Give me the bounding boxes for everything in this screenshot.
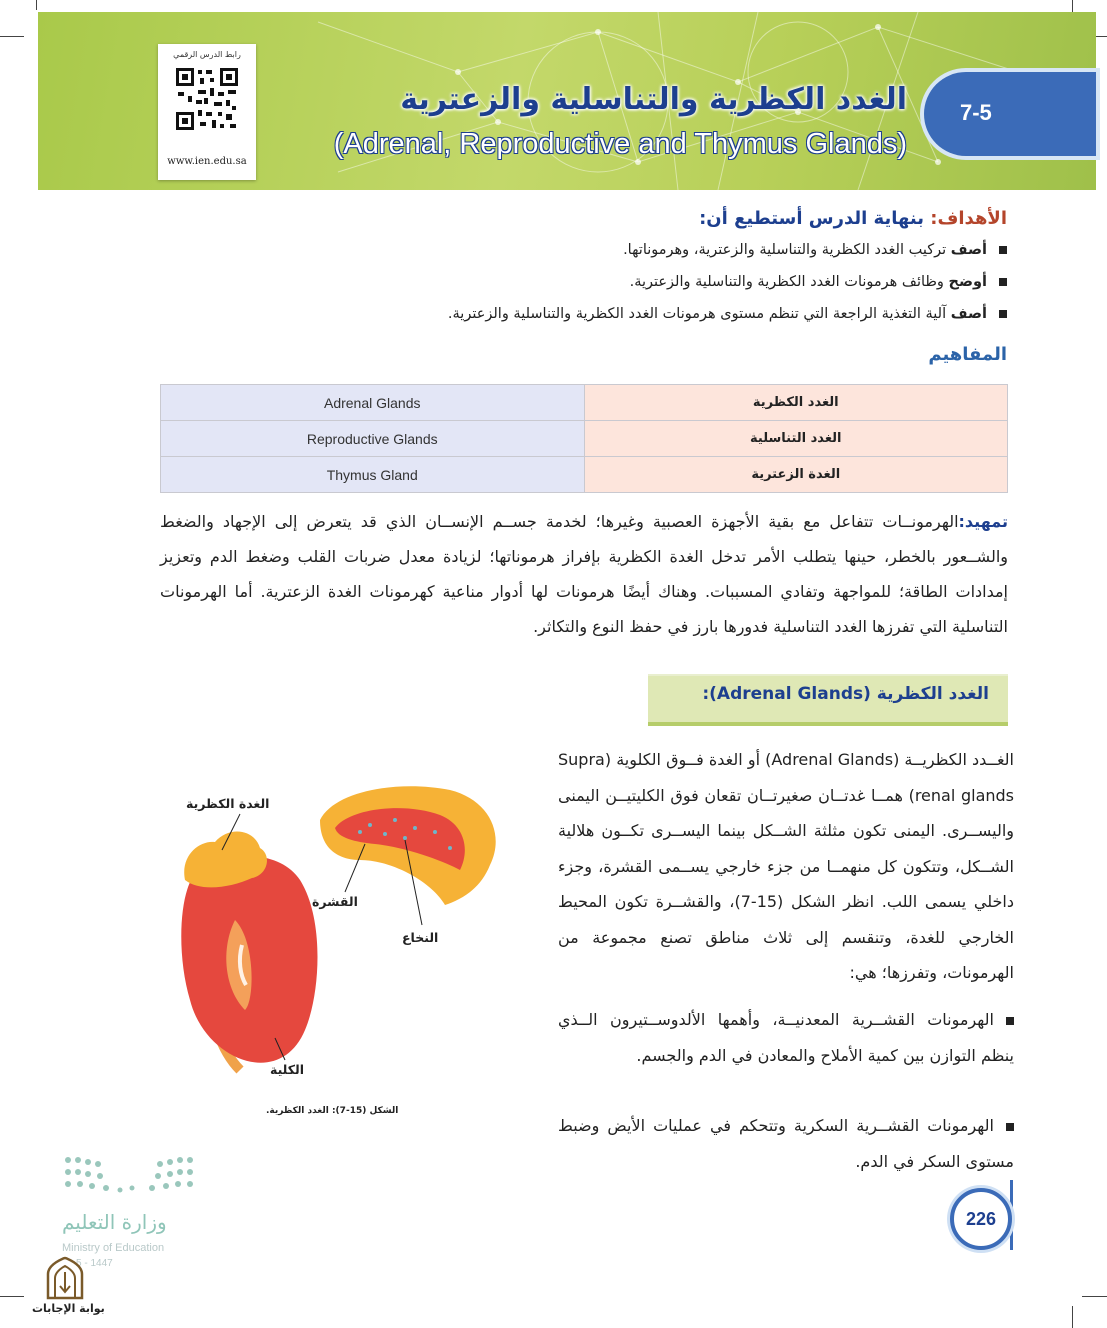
lesson-title-arabic: الغدد الكظرية والتناسلية والزعترية — [400, 82, 907, 117]
lesson-title-english: (Adrenal, Reproductive and Thymus Glands) — [333, 128, 907, 160]
objectives-lead: بنهاية الدرس أستطيع أن: — [699, 208, 924, 229]
square-bullet-icon — [999, 278, 1007, 286]
concepts-heading: المفاهيم — [928, 344, 1007, 365]
list-item — [558, 1002, 1014, 1073]
objective-verb: أوضح — [948, 274, 987, 290]
objective-text: وظائف هرمونات الغدد الكظرية والتناسلية والزعترية. — [629, 274, 944, 290]
concept-ar: الغدة الزعترية — [584, 457, 1008, 493]
portal-logo-icon — [44, 1256, 86, 1300]
concept-en: Adrenal Glands — [161, 385, 585, 421]
figure-label-kidney: الكلية — [270, 1062, 305, 1077]
qr-url[interactable]: www.ien.edu.sa — [167, 156, 247, 167]
objective-verb: أصف — [950, 306, 987, 322]
list-item-text: الهرمونات القشــرية السكرية وتتحكم في عمليات الأيض وضبط مستوى السكر في الدم. — [558, 1116, 1014, 1171]
intro-label: تمهيد: — [958, 512, 1008, 531]
section-body: الغــدد الكظريــة (Adrenal Glands) أو الغدة فــوق الكلوية (Supra renal glands) همــا غدتــان صغيرتــان تقعان فوق الكليتيــن اليمنى واليســرى. اليمنى تكون مثلثة الشــكل بينما اليســرى تكــون هلالية الشــكل، وتتكون كل منهمــا من جزء خارجي يســمى القشرة، وجزء داخلي يسمى اللب. انظر الشكل (15-7)، والقشــرة تكون المحيط الخارجي للغدة، وتنقسم إلى ثلاث مناطق تصنع مجموعة من الهرمونات، وتفرزها؛ هي: — [558, 750, 1015, 982]
section-title: الغدد الكظرية (Adrenal Glands): — [702, 684, 989, 704]
objective-item — [630, 274, 1007, 290]
table-row — [161, 421, 1008, 457]
objectives-label: الأهداف: — [930, 208, 1007, 229]
table-row — [161, 385, 1008, 421]
lesson-number-tab — [924, 72, 1096, 156]
square-bullet-icon — [1006, 1017, 1014, 1025]
concept-en: Reproductive Glands — [161, 421, 585, 457]
objectives-heading — [699, 208, 1007, 229]
figure-label-cortex: القشرة — [312, 894, 358, 909]
qr-caption: رابط الدرس الرقمي — [173, 50, 241, 59]
portal-watermark-text: بوابة الإجابات — [32, 1302, 105, 1315]
objective-item — [623, 242, 1007, 258]
crop-mark — [1072, 1306, 1073, 1328]
square-bullet-icon — [1006, 1123, 1014, 1131]
qr-code-icon[interactable] — [174, 66, 240, 132]
square-bullet-icon — [999, 310, 1007, 318]
table-row — [161, 457, 1008, 493]
ministry-name-english: Ministry of Education — [62, 1242, 165, 1254]
list-item-text: الهرمونات القشــرية المعدنيــة، وأهمها الألدوســتيرون الــذي ينظم التوازن بين كمية الأملاح والمعادن في الدم والجسم. — [558, 1010, 1014, 1065]
ministry-name-arabic: وزارة التعليم — [62, 1210, 167, 1234]
ministry-logo-icon — [60, 1152, 200, 1202]
objective-text: آلية التغذية الراجعة التي تنظم مستوى هرمونات الغدد الكظرية والتناسلية والزعترية. — [447, 306, 947, 322]
objective-verb: أصف — [950, 242, 987, 258]
qr-card[interactable] — [158, 44, 256, 180]
concept-ar: الغدد الكظرية — [584, 385, 1008, 421]
intro-paragraph — [160, 504, 1008, 644]
objective-item — [448, 306, 1007, 322]
crop-mark — [1082, 1296, 1107, 1297]
concepts-table — [160, 384, 1008, 493]
adrenal-kidney-illustration — [160, 770, 520, 1090]
crop-mark — [0, 1296, 24, 1297]
crop-mark — [36, 0, 37, 10]
list-item — [558, 1108, 1014, 1179]
concept-en: Thymus Gland — [161, 457, 585, 493]
lesson-number: 7-5 — [960, 100, 992, 125]
figure-label-medulla: النخاع — [402, 930, 439, 945]
concept-ar: الغدد التناسلية — [584, 421, 1008, 457]
square-bullet-icon — [999, 246, 1007, 254]
crop-mark — [0, 36, 24, 37]
page-number: 226 — [950, 1188, 1012, 1250]
intro-text: الهرمونــات تتفاعل مع بقية الأجهزة العصبية وغيرها؛ لخدمة جســم الإنســان الذي قد يتعرض إلى الإجهاد والضغط والشــعور بالخطر، حينها يتطلب الأمر تدخل الغدة الكظرية بإفراز هرموناتها؛ لزيادة معدل ضربات القلب وضغط الدم وتعزيز إمدادات الطاقة؛ للمواجهة وتفادي المسببات. وهناك أيضًا هرمونات لها أدوار مناعية كهرمونات الغدة الزعترية. أما الهرمونات التناسلية التي تفرزها الغدد التناسلية فدورها بارز في حفظ النوع والتكاثر. — [160, 512, 1008, 636]
edition-year: 5 - 1447 — [76, 1258, 113, 1269]
objective-text: تركيب الغدد الكظرية والتناسلية والزعترية، وهرموناتها. — [623, 242, 947, 258]
figure-label-gland: الغدة الكظرية — [186, 796, 270, 811]
figure-caption: الشكل (15-7): الغدد الكظرية. — [266, 1106, 399, 1116]
